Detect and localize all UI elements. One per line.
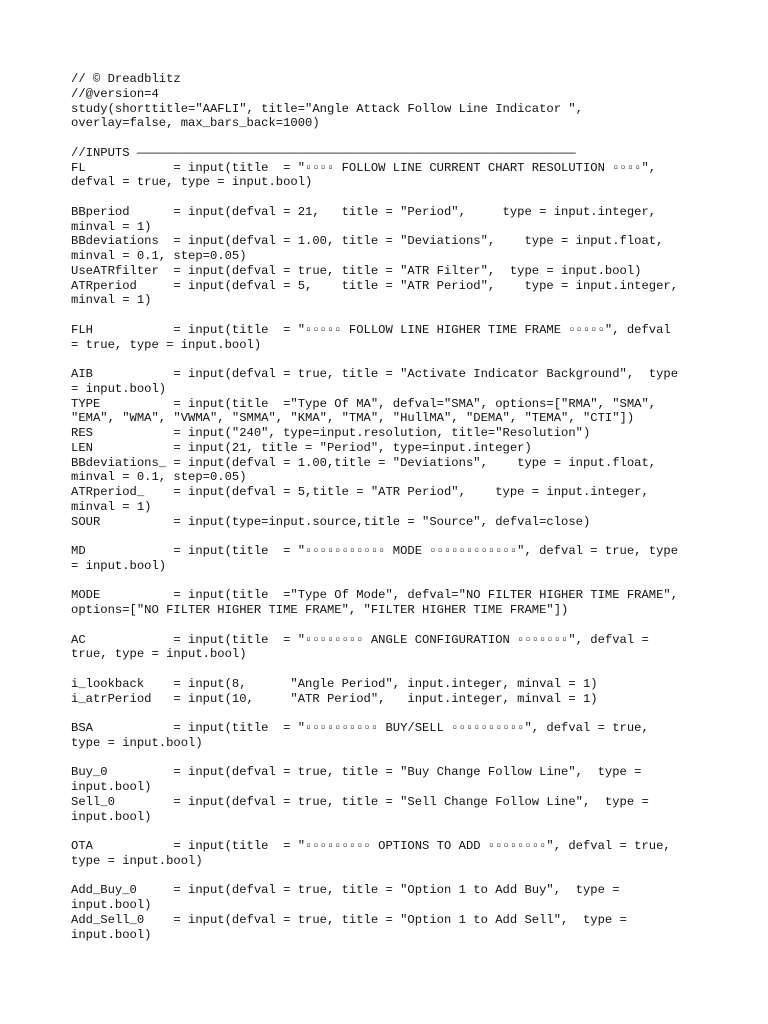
code-line: ATRperiod_ = input(defval = 5,title = "ATR Period", type = input.integer, bbox=[71, 485, 649, 499]
code-line: study(shorttitle="AAFLI", title="Angle Attack Follow Line Indicator ", bbox=[71, 101, 583, 116]
code-line bbox=[71, 308, 701, 323]
code-line: TYPE = input(title ="Type Of MA", defval="SMA", options=["RMA", "SMA", bbox=[71, 396, 657, 411]
code-line: = input.bool) bbox=[71, 558, 167, 573]
code-line: minval = 1) bbox=[71, 219, 152, 234]
code-line bbox=[71, 869, 701, 884]
code-line: overlay=false, max_bars_back=1000) bbox=[71, 116, 320, 131]
code-line: //INPUTS ———————————————————————————————————————————————————————————— bbox=[71, 145, 576, 160]
code-line: input.bool) bbox=[71, 809, 152, 824]
code-line: //@version=4 bbox=[71, 86, 159, 101]
code-line: RES = input("240", type=input.resolution, title="Resolution") bbox=[71, 426, 591, 440]
code-line bbox=[71, 662, 701, 677]
code-line: minval = 1) bbox=[71, 499, 152, 514]
code-line: OTA = input(title = "▫▫▫▫▫▫▫▫▫ OPTIONS TO ADD ▫▫▫▫▫▫▫▫", defval = true, bbox=[71, 839, 671, 853]
code-line: BSA = input(title = "▫▫▫▫▫▫▫▫▫▫ BUY/SELL ▫▫▫▫▫▫▫▫▫▫", defval = true, bbox=[71, 721, 649, 735]
code-line: true, type = input.bool) bbox=[71, 647, 247, 662]
code-line: input.bool) bbox=[71, 898, 152, 912]
code-line bbox=[71, 131, 701, 146]
code-line bbox=[71, 706, 701, 721]
code-line: defval = true, type = input.bool) bbox=[71, 175, 313, 190]
code-line: = input.bool) bbox=[71, 381, 167, 396]
code-line: = true, type = input.bool) bbox=[71, 337, 262, 352]
code-line: SOUR = input(type=input.source,title = "Source", defval=close) bbox=[71, 514, 591, 529]
code-line: BBdeviations = input(defval = 1.00, title = "Deviations", type = input.float, bbox=[71, 234, 664, 249]
code-line: Add_Buy_0 = input(defval = true, title = "Option 1 to Add Buy", type = bbox=[71, 883, 620, 898]
code-line bbox=[71, 190, 701, 205]
code-line: type = input.bool) bbox=[71, 853, 203, 868]
code-line: BBperiod = input(defval = 21, title = "Period", type = input.integer, bbox=[71, 204, 657, 219]
code-line: Buy_0 = input(defval = true, title = "Buy Change Follow Line", type = bbox=[71, 765, 642, 780]
code-line: i_lookback = input(8, "Angle Period", input.integer, minval = 1) bbox=[71, 676, 598, 691]
code-line: type = input.bool) bbox=[71, 735, 203, 750]
code-line: FLH = input(title = "▫▫▫▫▫ FOLLOW LINE HIGHER TIME FRAME ▫▫▫▫▫", defval bbox=[71, 322, 671, 337]
code-line bbox=[71, 751, 701, 766]
code-line: AIB = input(defval = true, title = "Activate Indicator Background", type bbox=[71, 367, 679, 381]
code-line: // © Dreadblitz bbox=[71, 72, 181, 86]
code-line bbox=[71, 352, 701, 367]
code-line bbox=[71, 574, 701, 589]
code-line: minval = 0.1, step=0.05) bbox=[71, 249, 247, 263]
code-line: input.bool) bbox=[71, 927, 152, 942]
code-line: minval = 1) bbox=[71, 293, 152, 308]
code-line: MD = input(title = "▫▫▫▫▫▫▫▫▫▫▫ MODE ▫▫▫▫▫▫▫▫▫▫▫▫", defval = true, type bbox=[71, 544, 679, 558]
code-line bbox=[71, 824, 701, 839]
code-line: UseATRfilter = input(defval = true, title = "ATR Filter", type = input.bool) bbox=[71, 263, 642, 278]
code-line: LEN = input(21, title = "Period", type=input.integer) bbox=[71, 440, 532, 455]
code-line: Sell_0 = input(defval = true, title = "Sell Change Follow Line", type = bbox=[71, 794, 649, 809]
code-line: BBdeviations_ = input(defval = 1.00,title = "Deviations", type = input.float, bbox=[71, 455, 657, 470]
code-line: Add_Sell_0 = input(defval = true, title = "Option 1 to Add Sell", type = bbox=[71, 912, 627, 927]
code-line: AC = input(title = "▫▫▫▫▫▫▫▫ ANGLE CONFIGURATION ▫▫▫▫▫▫▫", defval = bbox=[71, 632, 649, 647]
code-line: input.bool) bbox=[71, 780, 152, 794]
code-block bbox=[71, 72, 701, 942]
code-line: FL = input(title = "▫▫▫▫ FOLLOW LINE CURRENT CHART RESOLUTION ▫▫▫▫", bbox=[71, 160, 657, 175]
code-line: "EMA", "WMA", "VWMA", "SMMA", "KMA", "TMA", "HullMA", "DEMA", "TEMA", "CTI"]) bbox=[71, 411, 635, 426]
code-line: i_atrPeriod = input(10, "ATR Period", input.integer, minval = 1) bbox=[71, 691, 598, 706]
code-line: ATRperiod = input(defval = 5, title = "ATR Period", type = input.integer, bbox=[71, 278, 679, 293]
code-line bbox=[71, 529, 701, 544]
code-line bbox=[71, 618, 701, 633]
code-line: options=["NO FILTER HIGHER TIME FRAME", "FILTER HIGHER TIME FRAME"]) bbox=[71, 603, 569, 617]
code-line: minval = 0.1, step=0.05) bbox=[71, 470, 247, 485]
code-line: MODE = input(title ="Type Of Mode", defval="NO FILTER HIGHER TIME FRAME", bbox=[71, 588, 679, 603]
